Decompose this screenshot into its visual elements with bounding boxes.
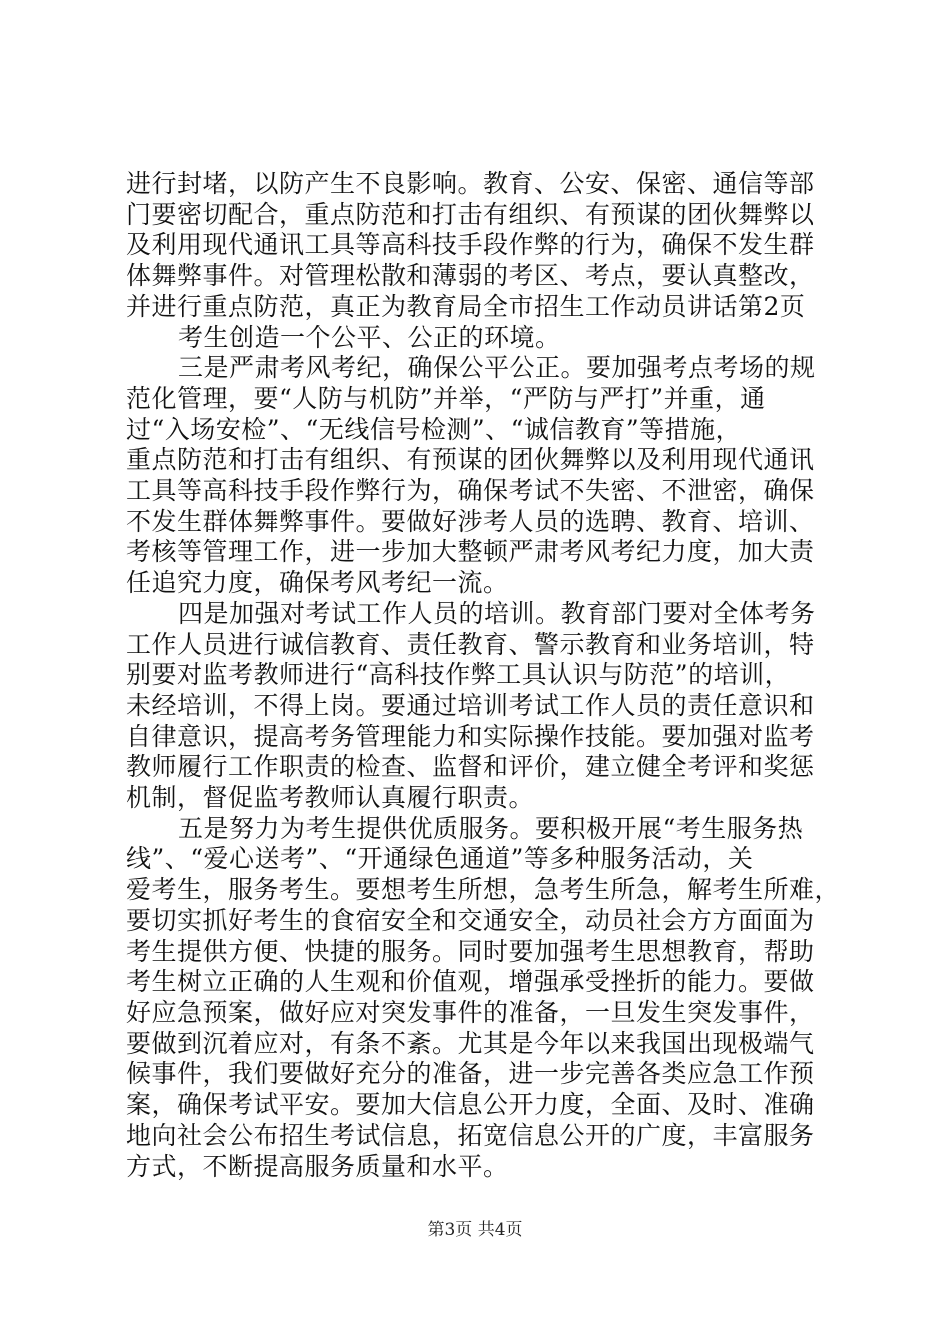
text-line: 并进行重点防范，真正为教育局全市招生工作动员讲话第2页 (126, 291, 806, 321)
text-line: 机制，督促监考教师认真履行职责。 (126, 783, 535, 813)
text-line: 未经培训，不得上岗。要通过培训考试工作人员的责任意识和 (126, 690, 815, 720)
text-line: 工具等高科技手段作弊行为，确保考试不失密、不泄密，确保 (126, 476, 815, 506)
text-line: 及利用现代通讯工具等高科技手段作弊的行为，确保不发生群 (126, 230, 815, 260)
text-line: 好应急预案，做好应对突发事件的准备，一旦发生突发事件， (126, 997, 815, 1027)
text-line: 考生树立正确的人生观和价值观，增强承受挫折的能力。要做 (126, 967, 815, 997)
text-line: 案，确保考试平安。要加大信息公开力度，全面、及时、准确 (126, 1090, 815, 1120)
text-line: 范化管理，要“人防与机防”并举，“严防与严打”并重，通 (126, 383, 766, 413)
text-line: 要做到沉着应对，有条不紊。尤其是今年以来我国出现极端气 (126, 1028, 815, 1058)
text-line: 三是严肃考风考纪，确保公平公正。要加强考点考场的规 (178, 353, 816, 383)
text-line: 五是努力为考生提供优质服务。要积极开展“考生服务热 (178, 813, 804, 843)
text-line: 地向社会公布招生考试信息，拓宽信息公开的广度，丰富服务 (126, 1120, 815, 1150)
text-line: 过“入场安检”、“无线信号检测”、“诚信教育”等措施， (126, 414, 742, 444)
text-line: 考核等管理工作，进一步加大整顿严肃考风考纪力度，加大责 (126, 537, 815, 567)
text-line: 体舞弊事件。对管理松散和薄弱的考区、考点，要认真整改， (126, 261, 815, 291)
page-footer: 第3页 共4页 (427, 1220, 523, 1240)
text-line: 不发生群体舞弊事件。要做好涉考人员的选聘、教育、培训、 (126, 506, 815, 536)
text-line: 爱考生，服务考生。要想考生所想，急考生所急，解考生所难， (126, 875, 841, 905)
text-line: 线”、“爱心送考”、“开通绿色通道”等多种服务活动，关 (126, 844, 754, 874)
text-line: 别要对监考教师进行“高科技作弊工具认识与防范”的培训， (126, 660, 791, 690)
text-line: 进行封堵，以防产生不良影响。教育、公安、保密、通信等部 (126, 169, 815, 198)
text-line: 考生创造一个公平、公正的环境。 (178, 322, 561, 352)
text-line: 重点防范和打击有组织、有预谋的团伙舞弊以及利用现代通讯 (126, 445, 815, 475)
text-line: 方式，不断提高服务质量和水平。 (126, 1151, 509, 1181)
text-line: 教师履行工作职责的检查、监督和评价，建立健全考评和奖惩 (126, 752, 815, 782)
text-line: 考生提供方便、快捷的服务。同时要加强考生思想教育，帮助 (126, 936, 815, 966)
text-line: 工作人员进行诚信教育、责任教育、警示教育和业务培训，特 (126, 629, 815, 659)
document-body (126, 169, 841, 1182)
text-line: 自律意识，提高考务管理能力和实际操作技能。要加强对监考 (126, 721, 815, 751)
text-line: 门要密切配合，重点防范和打击有组织、有预谋的团伙舞弊以 (126, 199, 815, 229)
text-line: 要切实抓好考生的食宿安全和交通安全，动员社会方方面面为 (126, 905, 815, 935)
text-line: 候事件，我们要做好充分的准备，进一步完善各类应急工作预 (126, 1059, 815, 1089)
text-line: 任追究力度，确保考风考纪一流。 (126, 568, 509, 598)
text-line: 四是加强对考试工作人员的培训。教育部门要对全体考务 (178, 598, 816, 628)
